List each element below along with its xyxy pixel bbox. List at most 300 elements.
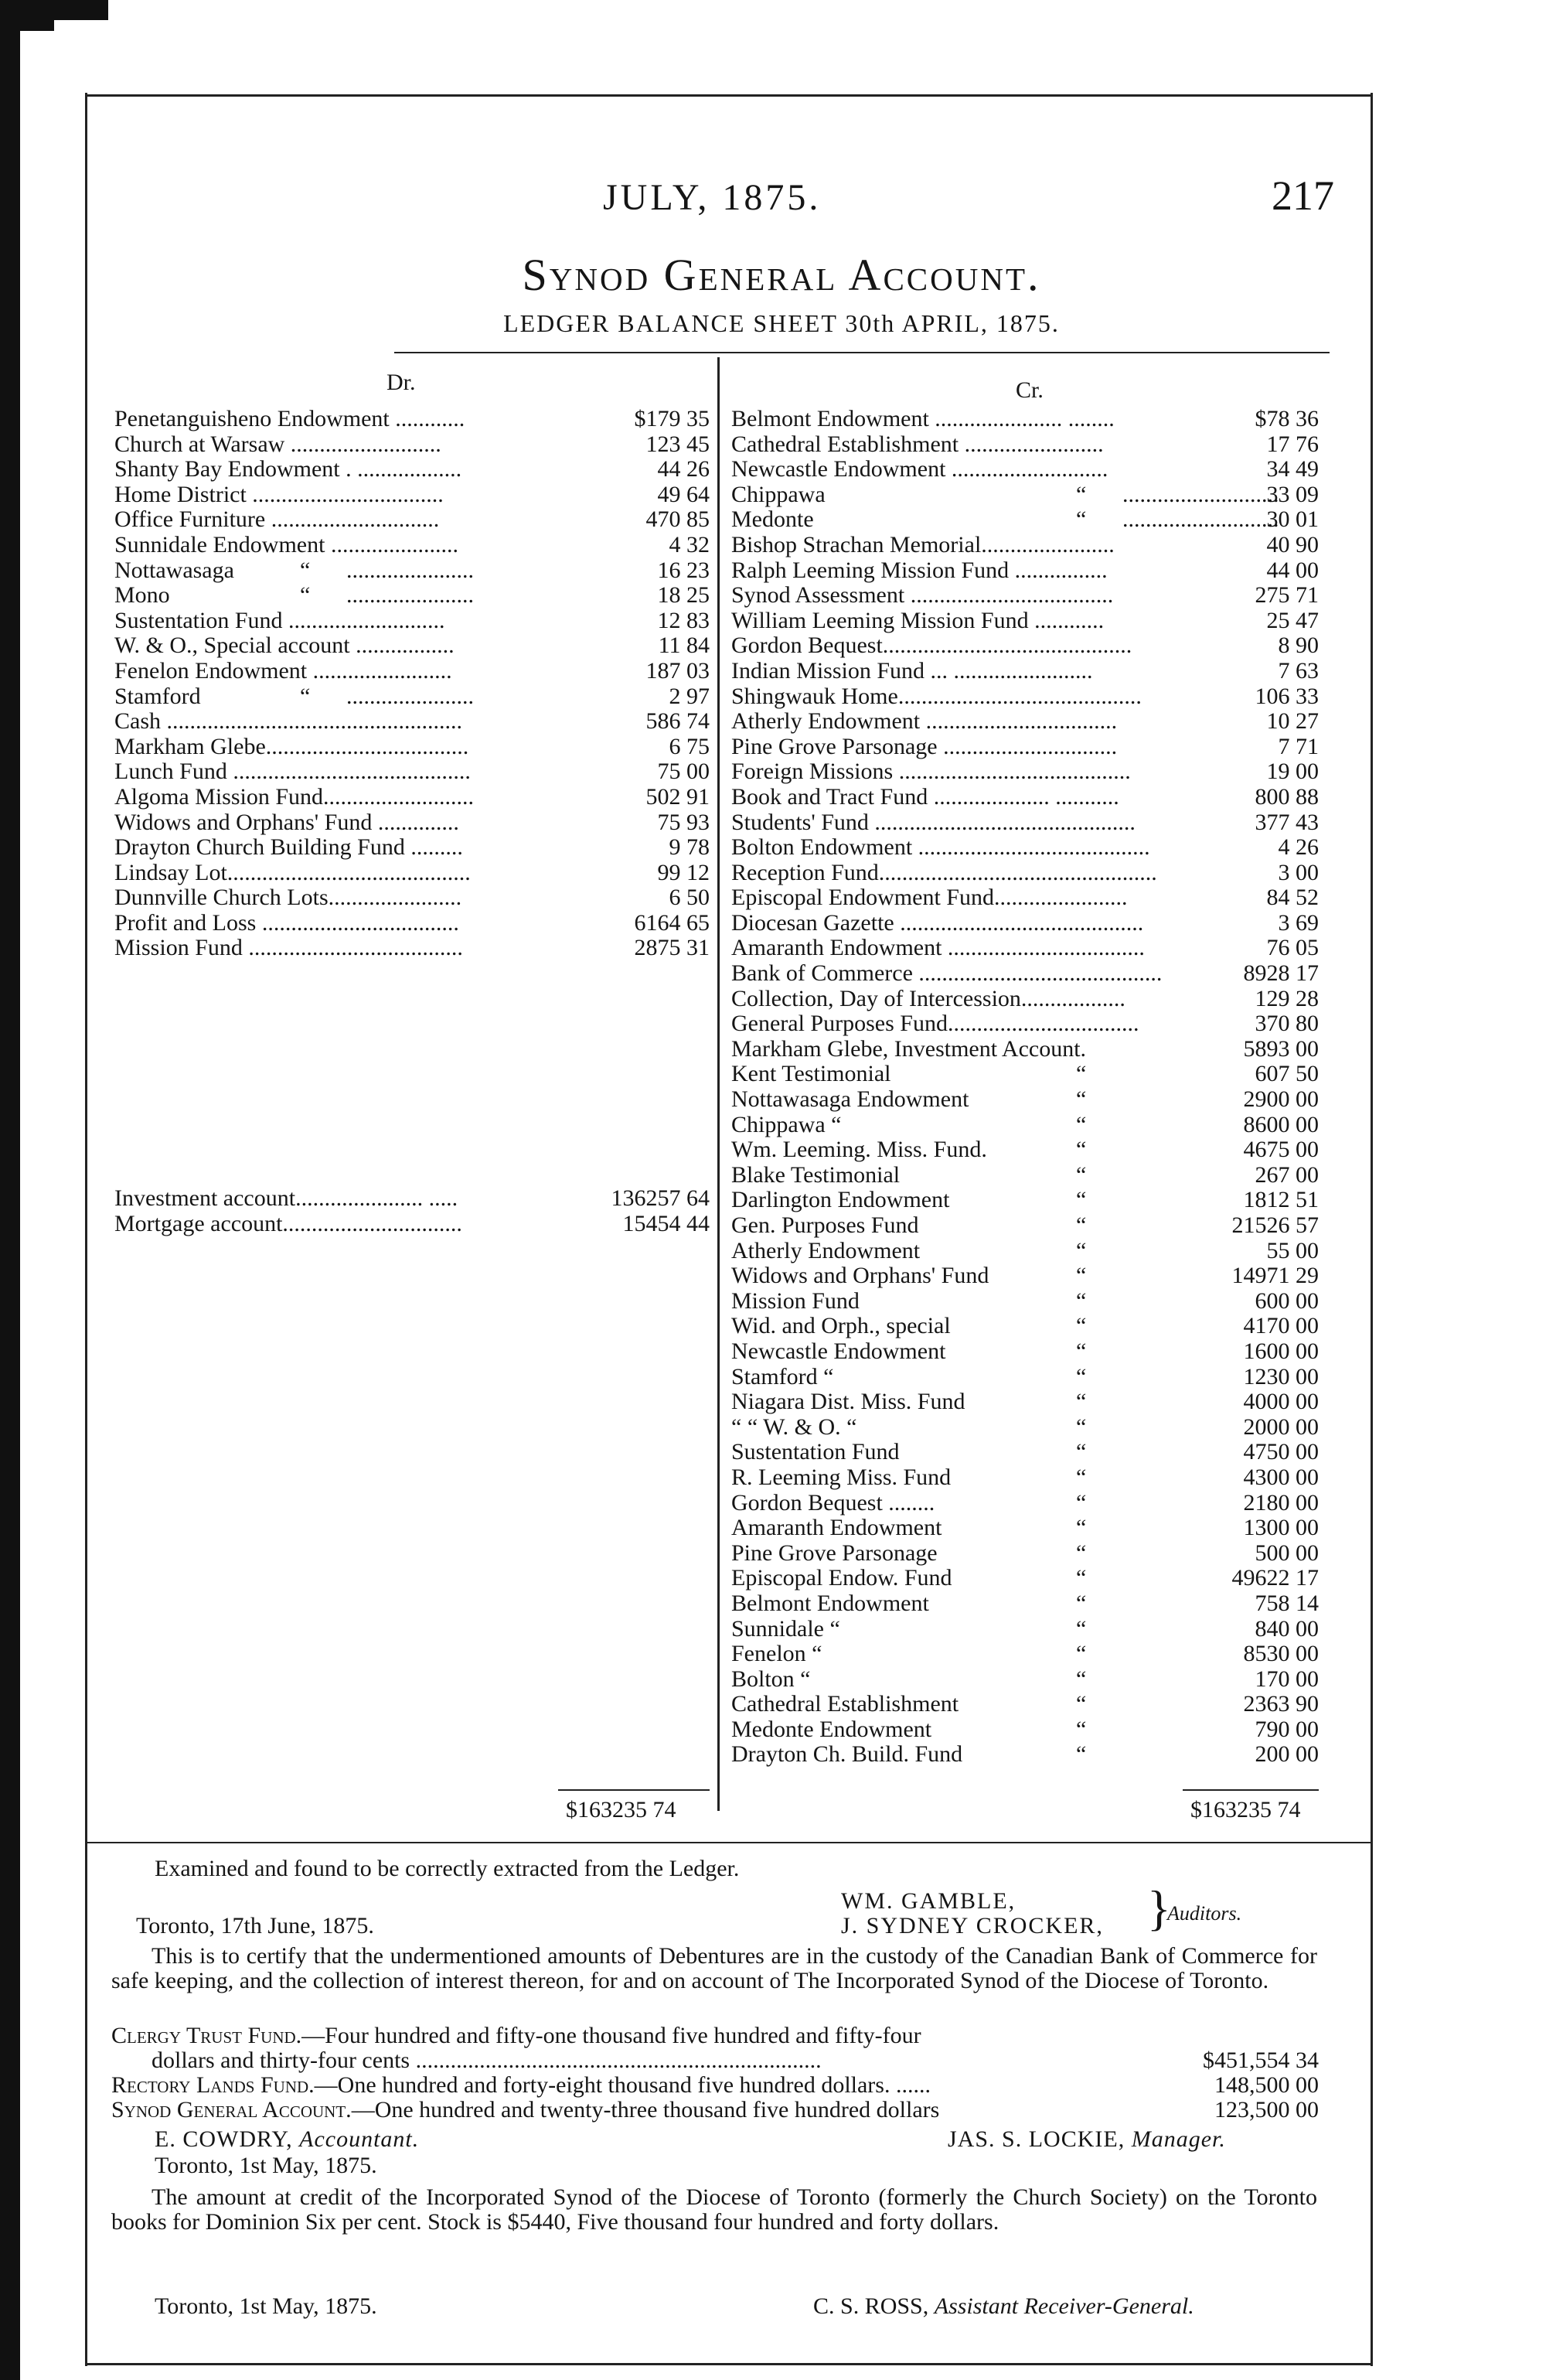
entry-amount: 11 84 bbox=[658, 633, 710, 659]
entry-amount: 84 52 bbox=[1266, 885, 1319, 911]
ledger-entry bbox=[731, 1742, 1319, 1768]
ditto-mark: “ bbox=[1076, 1641, 1087, 1667]
ledger-entry bbox=[114, 785, 710, 810]
clergy-trust-text: —Four hundred and fifty-one thousand five hundred and fifty-four bbox=[301, 2023, 921, 2048]
entry-label: Kent Testimonial bbox=[731, 1061, 891, 1087]
entry-label: Markham Glebe................................... bbox=[114, 733, 469, 759]
ledger-entry bbox=[731, 1440, 1319, 1465]
entry-amount: 25 47 bbox=[1266, 607, 1319, 633]
lockie-name: JAS. S. LOCKIE, bbox=[948, 2126, 1125, 2152]
entry-amount: 44 26 bbox=[657, 456, 710, 482]
lockie-signature bbox=[948, 2126, 1226, 2152]
dr-total: $163235 74 bbox=[566, 1797, 676, 1823]
ditto-mark: “ bbox=[1076, 1061, 1087, 1087]
ledger-entry bbox=[731, 457, 1319, 482]
entry-amount: 4 26 bbox=[1278, 834, 1319, 861]
entry-label: Nottawasaga Endowment bbox=[731, 1086, 969, 1113]
ledger-entry bbox=[114, 1212, 710, 1237]
ditto-mark: “ bbox=[1076, 1413, 1087, 1440]
entry-amount: 5893 00 bbox=[1243, 1035, 1319, 1062]
entry-amount: 10 27 bbox=[1266, 708, 1319, 735]
entry-label: Office Furniture ............................. bbox=[114, 506, 440, 533]
ditto-mark: “ bbox=[1076, 481, 1087, 507]
entry-amount: 2180 00 bbox=[1243, 1489, 1319, 1516]
ledger-entry bbox=[731, 1137, 1319, 1163]
leader-dots: ........................... bbox=[1122, 481, 1279, 507]
ledger-entry bbox=[731, 1516, 1319, 1541]
ledger-entry bbox=[114, 432, 710, 458]
ledger-entry bbox=[114, 659, 710, 684]
ledger-entry bbox=[731, 861, 1319, 886]
entry-label: Medonte bbox=[731, 506, 814, 533]
entry-label: Bishop Strachan Memorial....................... bbox=[731, 531, 1115, 557]
ditto-mark: “ bbox=[1076, 1086, 1087, 1113]
entry-label: Bolton “ bbox=[731, 1666, 811, 1692]
entry-amount: 377 43 bbox=[1255, 809, 1319, 835]
ledger-entry bbox=[731, 759, 1319, 785]
entry-label: Sustentation Fund bbox=[731, 1439, 900, 1465]
ledger-entry bbox=[731, 1465, 1319, 1491]
entry-label: Drayton Church Building Fund ......... bbox=[114, 834, 463, 861]
auditors-label: Auditors. bbox=[1167, 1902, 1242, 1925]
ledger-entry bbox=[731, 1566, 1319, 1591]
leader-dots: ...................... bbox=[346, 582, 474, 609]
ditto-mark: “ bbox=[1076, 1666, 1087, 1692]
ledger-entry bbox=[731, 1011, 1319, 1037]
entry-amount: 18 25 bbox=[657, 582, 710, 609]
entry-amount: 470 85 bbox=[645, 506, 710, 533]
entry-label: Fenelon Endowment ........................ bbox=[114, 657, 452, 684]
ditto-mark: “ bbox=[1076, 1389, 1087, 1415]
ross-name: C. S. ROSS, bbox=[813, 2293, 929, 2319]
ledger-entry bbox=[114, 684, 710, 710]
entry-label: Ralph Leeming Mission Fund ................ bbox=[731, 557, 1108, 583]
entry-label: Reception Fund................................................ bbox=[731, 859, 1157, 885]
ledger-entry bbox=[731, 1087, 1319, 1113]
column-divider bbox=[717, 357, 720, 1811]
entry-label: Gordon Bequest ........ bbox=[731, 1489, 935, 1516]
entry-amount: 586 74 bbox=[645, 708, 710, 735]
entry-amount: 12 83 bbox=[657, 607, 710, 633]
ditto-mark: “ bbox=[1076, 1263, 1087, 1289]
entry-label: Sustentation Fund ........................... bbox=[114, 607, 445, 633]
entry-amount: $179 35 bbox=[634, 406, 710, 431]
cr-total: $163235 74 bbox=[1190, 1797, 1301, 1823]
entry-label: Diocesan Gazette .......................................... bbox=[731, 909, 1144, 936]
ledger-entry bbox=[114, 1186, 710, 1212]
place-date-bank: Toronto, 1st May, 1875. bbox=[155, 2153, 377, 2178]
entry-label: Newcastle Endowment ........................... bbox=[731, 456, 1108, 482]
ledger-entry bbox=[731, 1642, 1319, 1667]
entry-label: Indian Mission Fund ... ........................ bbox=[731, 657, 1093, 684]
ledger-entry bbox=[114, 558, 710, 584]
entry-amount: 600 00 bbox=[1255, 1287, 1319, 1314]
ledger-entry bbox=[731, 432, 1319, 458]
entry-label: “ “ W. & O. “ bbox=[731, 1413, 857, 1440]
entry-amount: 136257 64 bbox=[611, 1185, 710, 1211]
entry-label: Amaranth Endowment bbox=[731, 1515, 942, 1541]
ledger-entry bbox=[114, 835, 710, 861]
entry-amount: 21526 57 bbox=[1231, 1212, 1319, 1238]
entry-amount: 6164 65 bbox=[634, 909, 710, 936]
entry-amount: 75 00 bbox=[657, 759, 710, 785]
ledger-entry bbox=[731, 936, 1319, 961]
page-subtitle: LEDGER BALANCE SHEET 30th APRIL, 1875. bbox=[503, 309, 1060, 337]
entry-amount: 2000 00 bbox=[1243, 1413, 1319, 1440]
ditto-mark: “ bbox=[1076, 1590, 1087, 1616]
rectory-lands-line bbox=[111, 2072, 931, 2098]
entry-amount: 1812 51 bbox=[1243, 1187, 1319, 1213]
ledger-entry bbox=[731, 558, 1319, 584]
ditto-mark: “ bbox=[1076, 1515, 1087, 1541]
page-title: Synod General Account. bbox=[522, 250, 1041, 300]
entry-amount: 275 71 bbox=[1255, 582, 1319, 609]
ditto-mark: “ bbox=[1076, 1464, 1087, 1490]
cr-entries-list bbox=[731, 407, 1319, 1768]
entry-label: Widows and Orphans' Fund bbox=[731, 1263, 989, 1289]
entry-label: Sunnidale Endowment ...................... bbox=[114, 531, 458, 557]
lockie-title: Manager. bbox=[1131, 2126, 1226, 2152]
ledger-entry bbox=[731, 1717, 1319, 1743]
entry-amount: 7 71 bbox=[1278, 733, 1319, 759]
ledger-entry bbox=[731, 533, 1319, 558]
entry-amount: 55 00 bbox=[1266, 1237, 1319, 1263]
ditto-mark: “ bbox=[1076, 1716, 1087, 1742]
amount-paragraph: The amount at credit of the Incorporated Synod of the Diocese of Toronto (formerly the Church Society) on the Toronto books for Dominion Six per cent. Stock is $5440, Five thousand four hundred and forty dollars. bbox=[111, 2184, 1317, 2235]
entry-amount: 502 91 bbox=[645, 783, 710, 810]
entry-label: Cathedral Establishment bbox=[731, 1691, 959, 1717]
auditor-brace: } bbox=[1147, 1880, 1171, 1935]
cr-column-heading: Cr. bbox=[1016, 377, 1044, 403]
ledger-entry bbox=[731, 1163, 1319, 1188]
entry-label: Lindsay Lot.......................................... bbox=[114, 859, 471, 885]
entry-amount: 8 90 bbox=[1278, 633, 1319, 659]
entry-label: W. & O., Special account ................. bbox=[114, 633, 455, 659]
leader-dots: ...................... bbox=[346, 683, 474, 709]
ledger-entry bbox=[114, 407, 710, 432]
entry-amount: 123 45 bbox=[645, 431, 710, 457]
ditto-mark: “ bbox=[300, 557, 311, 583]
ledger-entry bbox=[731, 1213, 1319, 1239]
entry-amount: 34 49 bbox=[1266, 456, 1319, 482]
ledger-entry bbox=[731, 1239, 1319, 1264]
clergy-trust-heading: Clergy Trust Fund. bbox=[111, 2023, 302, 2048]
entry-label: Sunnidale “ bbox=[731, 1615, 840, 1642]
entry-amount: 9 78 bbox=[669, 834, 710, 861]
entry-label: Mono bbox=[114, 582, 170, 609]
cowdry-title: Accountant. bbox=[299, 2126, 420, 2152]
entry-label: Gordon Bequest........................................... bbox=[731, 633, 1132, 659]
entry-amount: 129 28 bbox=[1255, 985, 1319, 1011]
ledger-entry bbox=[114, 507, 710, 533]
entry-amount: 267 00 bbox=[1255, 1161, 1319, 1188]
ledger-entry bbox=[731, 1541, 1319, 1567]
page-number: 217 bbox=[1272, 172, 1334, 219]
ledger-entry bbox=[731, 1591, 1319, 1617]
scan-edge-top-2 bbox=[0, 20, 54, 31]
entry-label: Drayton Ch. Build. Fund bbox=[731, 1741, 963, 1768]
ledger-entry bbox=[114, 735, 710, 760]
dr-investment-list bbox=[114, 1186, 710, 1236]
ledger-entry bbox=[731, 1314, 1319, 1339]
entry-label: Stamford bbox=[114, 683, 201, 709]
entry-amount: 800 88 bbox=[1255, 783, 1319, 810]
entry-label: Belmont Endowment ...................... ........ bbox=[731, 406, 1115, 431]
entry-label: Chippawa bbox=[731, 481, 826, 507]
entry-label: Book and Tract Fund .................... ........... bbox=[731, 783, 1119, 810]
ditto-mark: “ bbox=[1076, 1338, 1087, 1364]
entry-label: Belmont Endowment bbox=[731, 1590, 929, 1616]
ledger-entry bbox=[114, 709, 710, 735]
entry-amount: 14971 29 bbox=[1231, 1263, 1319, 1289]
scan-edge bbox=[0, 0, 20, 2380]
entry-amount: 2900 00 bbox=[1243, 1086, 1319, 1113]
entry-amount: 7 63 bbox=[1278, 657, 1319, 684]
ditto-mark: “ bbox=[1076, 1691, 1087, 1717]
entry-amount: 8928 17 bbox=[1243, 960, 1319, 987]
ditto-mark: “ bbox=[1076, 1137, 1087, 1163]
entry-label: Bank of Commerce .......................................... bbox=[731, 960, 1163, 987]
entry-label: Penetanguisheno Endowment ............ bbox=[114, 406, 465, 431]
entry-label: Nottawasaga bbox=[114, 557, 234, 583]
ditto-mark: “ bbox=[1076, 1489, 1087, 1516]
ditto-mark: “ bbox=[1076, 1565, 1087, 1591]
synod-general-heading: Synod General Account. bbox=[111, 2097, 352, 2123]
entry-label: Blake Testimonial bbox=[731, 1161, 901, 1188]
entry-amount: 1300 00 bbox=[1243, 1515, 1319, 1541]
ledger-entry bbox=[731, 885, 1319, 911]
ledger-entry bbox=[731, 1037, 1319, 1062]
entry-label: Bolton Endowment ........................................ bbox=[731, 834, 1150, 861]
ledger-entry bbox=[114, 633, 710, 659]
ledger-entry bbox=[114, 457, 710, 482]
entry-amount: 840 00 bbox=[1255, 1615, 1319, 1642]
auditor-crocker: J. SYDNEY CROCKER, bbox=[841, 1913, 1104, 1938]
entry-label: Atherly Endowment ................................. bbox=[731, 708, 1118, 735]
ledger-entry bbox=[731, 1667, 1319, 1693]
entry-amount: 4000 00 bbox=[1243, 1389, 1319, 1415]
entry-label: Algoma Mission Fund.......................... bbox=[114, 783, 475, 810]
ditto-mark: “ bbox=[1076, 1313, 1087, 1339]
ditto-mark: “ bbox=[1076, 1161, 1087, 1188]
entry-label: Shingwauk Home.......................................... bbox=[731, 683, 1142, 709]
ledger-entry bbox=[114, 810, 710, 836]
clergy-trust-line bbox=[111, 2023, 921, 2048]
ledger-entry bbox=[731, 735, 1319, 760]
entry-label: Amaranth Endowment .................................. bbox=[731, 935, 1145, 961]
header-date: JULY, 1875. bbox=[603, 177, 822, 218]
entry-amount: 3 69 bbox=[1278, 909, 1319, 936]
entry-amount: 44 00 bbox=[1266, 557, 1319, 583]
ledger-entry bbox=[731, 1389, 1319, 1415]
entry-amount: 8600 00 bbox=[1243, 1111, 1319, 1137]
ledger-entry bbox=[731, 1339, 1319, 1365]
ledger-entry bbox=[731, 1062, 1319, 1087]
entry-amount: 200 00 bbox=[1255, 1741, 1319, 1768]
entry-label: Stamford “ bbox=[731, 1363, 834, 1389]
entry-label: Atherly Endowment bbox=[731, 1237, 921, 1263]
entry-label: Profit and Loss .................................. bbox=[114, 909, 459, 936]
entry-amount: 30 01 bbox=[1266, 506, 1319, 533]
ledger-entry bbox=[114, 609, 710, 634]
entry-label: Mission Fund bbox=[731, 1287, 860, 1314]
entry-amount: 1230 00 bbox=[1243, 1363, 1319, 1389]
entry-label: Church at Warsaw .......................... bbox=[114, 431, 441, 457]
synod-general-line bbox=[111, 2097, 939, 2123]
ledger-entry bbox=[731, 507, 1319, 533]
ledger-entry bbox=[731, 633, 1319, 659]
entry-amount: 8530 00 bbox=[1243, 1641, 1319, 1667]
cowdry-name: E. COWDRY, bbox=[155, 2126, 293, 2152]
ledger-entry bbox=[731, 709, 1319, 735]
examined-statement: Examined and found to be correctly extracted from the Ledger. bbox=[155, 1856, 740, 1881]
ledger-entry bbox=[731, 987, 1319, 1012]
footer-rule bbox=[85, 1842, 1371, 1843]
ledger-entry bbox=[731, 1617, 1319, 1642]
ledger-entry bbox=[731, 583, 1319, 609]
ross-signature bbox=[813, 2293, 1194, 2319]
entry-amount: 3 00 bbox=[1278, 859, 1319, 885]
subtitle-rule bbox=[394, 352, 1330, 353]
ledger-entry bbox=[731, 835, 1319, 861]
synod-general-text: —One hundred and twenty-three thousand five hundred dollars bbox=[351, 2097, 940, 2123]
certify-paragraph: This is to certify that the undermentioned amounts of Debentures are in the custody of the Canadian Bank of Commerce for safe keeping, and the collection of interest thereon, for and on account of The Incorporated Synod of the Diocese of Toronto. bbox=[111, 1943, 1317, 1993]
entry-amount: 500 00 bbox=[1255, 1539, 1319, 1566]
ditto-mark: “ bbox=[300, 683, 311, 709]
entry-amount: 370 80 bbox=[1255, 1011, 1319, 1037]
entry-label: Cathedral Establishment ........................ bbox=[731, 431, 1104, 457]
entry-amount: 17 76 bbox=[1266, 431, 1319, 457]
entry-label: Wid. and Orph., special bbox=[731, 1313, 951, 1339]
ledger-entry bbox=[731, 482, 1319, 508]
entry-amount: 33 09 bbox=[1266, 481, 1319, 507]
ledger-entry bbox=[731, 684, 1319, 710]
bottom-rule bbox=[85, 2363, 1371, 2365]
ditto-mark: “ bbox=[1076, 1237, 1087, 1263]
entry-label: William Leeming Mission Fund ............ bbox=[731, 607, 1105, 633]
ditto-mark: “ bbox=[1076, 1111, 1087, 1137]
entry-label: Mission Fund ..................................... bbox=[114, 935, 463, 961]
ledger-entry bbox=[731, 785, 1319, 810]
rectory-lands-heading: Rectory Lands Fund. bbox=[111, 2072, 315, 2098]
entry-amount: 40 90 bbox=[1266, 531, 1319, 557]
entry-label: Shanty Bay Endowment . .................. bbox=[114, 456, 462, 482]
entry-amount: 4675 00 bbox=[1243, 1137, 1319, 1163]
entry-amount: 1600 00 bbox=[1243, 1338, 1319, 1364]
entry-label: Darlington Endowment bbox=[731, 1187, 950, 1213]
entry-amount: $78 36 bbox=[1255, 406, 1319, 431]
entry-amount: 4300 00 bbox=[1243, 1464, 1319, 1490]
ledger-entry bbox=[731, 961, 1319, 987]
entry-amount: 6 50 bbox=[669, 885, 710, 911]
entry-label: Gen. Purposes Fund bbox=[731, 1212, 919, 1238]
ledger-entry bbox=[114, 861, 710, 886]
entry-label: Fenelon “ bbox=[731, 1641, 822, 1667]
ledger-entry bbox=[731, 1188, 1319, 1213]
ledger-entry bbox=[114, 759, 710, 785]
cr-total-rule bbox=[1183, 1789, 1319, 1791]
scan-edge-top bbox=[0, 0, 108, 20]
ledger-entry bbox=[731, 1692, 1319, 1717]
ditto-mark: “ bbox=[1076, 1187, 1087, 1213]
ledger-entry bbox=[731, 911, 1319, 936]
entry-label: Cash ................................................... bbox=[114, 708, 462, 735]
entry-amount: 16 23 bbox=[657, 557, 710, 583]
entry-label: Pine Grove Parsonage bbox=[731, 1539, 938, 1566]
top-rule bbox=[85, 94, 1371, 97]
cowdry-signature bbox=[155, 2126, 419, 2152]
entry-amount: 790 00 bbox=[1255, 1716, 1319, 1742]
clergy-trust-text-2: dollars and thirty-four cents ...................................................................... bbox=[152, 2048, 822, 2073]
entry-label: Chippawa “ bbox=[731, 1111, 842, 1137]
ledger-entry bbox=[114, 885, 710, 911]
dr-entries-list bbox=[114, 407, 710, 961]
entry-label: Episcopal Endowment Fund....................... bbox=[731, 885, 1128, 911]
entry-label: Students' Fund ............................................. bbox=[731, 809, 1136, 835]
synod-general-amount: 123,500 00 bbox=[1214, 2097, 1319, 2123]
entry-amount: 170 00 bbox=[1255, 1666, 1319, 1692]
ledger-entry bbox=[731, 659, 1319, 684]
ditto-mark: “ bbox=[1076, 1615, 1087, 1642]
leader-dots: ........................... bbox=[1122, 506, 1279, 533]
entry-label: R. Leeming Miss. Fund bbox=[731, 1464, 952, 1490]
dr-total-rule bbox=[558, 1789, 710, 1791]
ledger-entry bbox=[731, 1415, 1319, 1441]
entry-amount: 2363 90 bbox=[1243, 1691, 1319, 1717]
entry-amount: 4 32 bbox=[669, 531, 710, 557]
entry-amount: 19 00 bbox=[1266, 759, 1319, 785]
ledger-entry bbox=[731, 1289, 1319, 1314]
entry-amount: 15454 44 bbox=[622, 1210, 710, 1236]
ross-title: Assistant Receiver-General. bbox=[934, 2293, 1194, 2319]
ditto-mark: “ bbox=[1076, 1287, 1087, 1314]
entry-label: Dunnville Church Lots....................... bbox=[114, 885, 462, 911]
entry-label: Investment account...................... ..... bbox=[114, 1185, 458, 1211]
rectory-lands-text: —One hundred and forty-eight thousand five hundred dollars. ...... bbox=[314, 2072, 931, 2098]
entry-amount: 75 93 bbox=[657, 809, 710, 835]
entry-label: Collection, Day of Intercession.................. bbox=[731, 985, 1125, 1011]
ledger-entry bbox=[114, 533, 710, 558]
entry-amount: 49 64 bbox=[657, 481, 710, 507]
entry-amount: 2 97 bbox=[669, 683, 710, 709]
leader-dots: ...................... bbox=[346, 557, 474, 583]
ledger-entry bbox=[731, 407, 1319, 432]
entry-amount: 4750 00 bbox=[1243, 1439, 1319, 1465]
entry-label: Widows and Orphans' Fund .............. bbox=[114, 809, 459, 835]
entry-label: Mortgage account............................... bbox=[114, 1210, 462, 1236]
dr-column-heading: Dr. bbox=[386, 370, 416, 395]
ledger-entry bbox=[114, 911, 710, 936]
entry-amount: 607 50 bbox=[1255, 1061, 1319, 1087]
ditto-mark: “ bbox=[1076, 1363, 1087, 1389]
entry-amount: 99 12 bbox=[657, 859, 710, 885]
entry-label: Newcastle Endowment bbox=[731, 1338, 946, 1364]
ditto-mark: “ bbox=[1076, 1539, 1087, 1566]
entry-label: Synod Assessment ................................... bbox=[731, 582, 1114, 609]
entry-label: Niagara Dist. Miss. Fund bbox=[731, 1389, 965, 1415]
entry-label: Medonte Endowment bbox=[731, 1716, 932, 1742]
ledger-entry bbox=[731, 1263, 1319, 1289]
entry-amount: 76 05 bbox=[1266, 935, 1319, 961]
entry-label: Markham Glebe, Investment Account. bbox=[731, 1035, 1087, 1062]
entry-label: General Purposes Fund................................. bbox=[731, 1011, 1139, 1037]
entry-label: Home District ................................. bbox=[114, 481, 444, 507]
entry-amount: 106 33 bbox=[1255, 683, 1319, 709]
ledger-entry bbox=[114, 936, 710, 961]
rectory-lands-amount: 148,500 00 bbox=[1214, 2072, 1319, 2098]
place-date-auditors: Toronto, 17th June, 1875. bbox=[136, 1913, 374, 1938]
clergy-trust-amount: $451,554 34 bbox=[1203, 2048, 1319, 2073]
